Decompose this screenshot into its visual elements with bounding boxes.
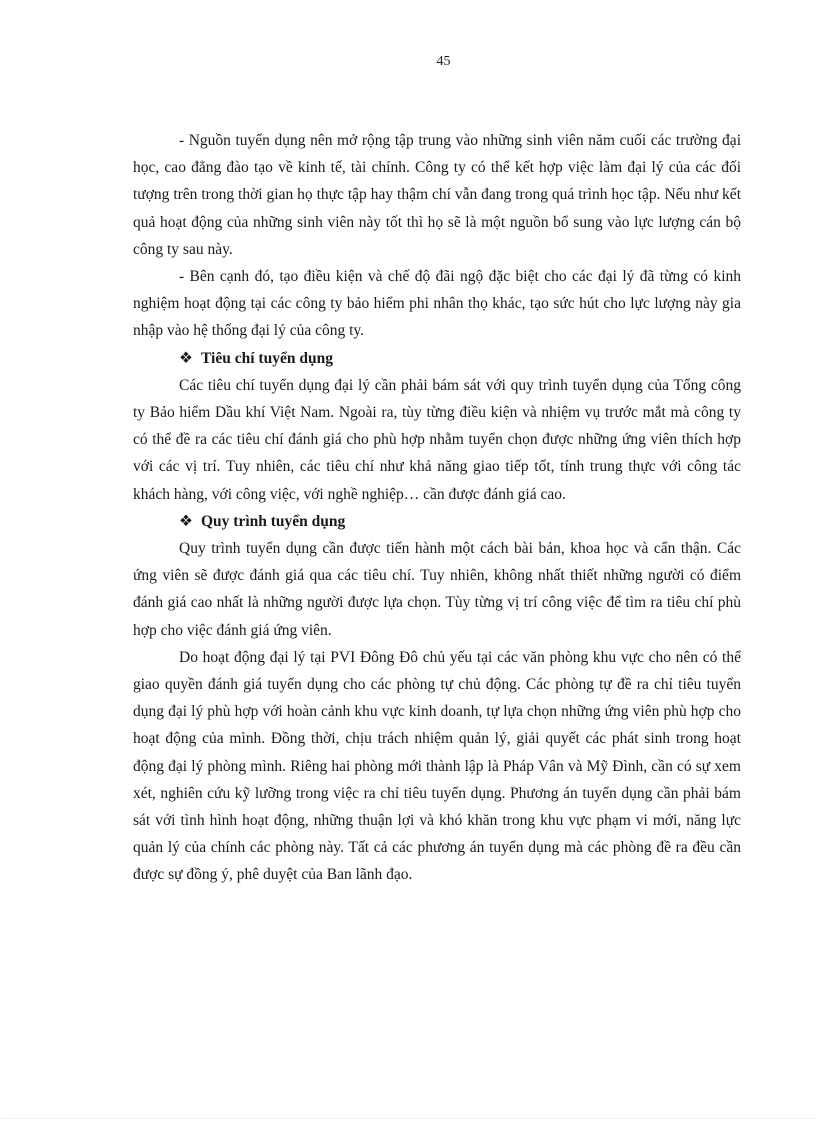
paragraph-criteria: Các tiêu chí tuyển dụng đại lý cần phải bám sát với quy trình tuyển dụng của Tổng công ty Bảo hiểm Dầu khí Việt Nam. Ngoài ra, tùy từng điều kiện và nhiệm vụ trước mắt mà công ty có thể đề ra các tiêu chí đánh giá cho phù hợp nhằm tuyển chọn được những ứng viên thích hợp với các vị trí. Tuy nhiên, các tiêu chí như khả năng giao tiếp tốt, tính trung thực với công tác khách hàng, với công việc, với nghề nghiệp… cần được đánh giá cao. bbox=[133, 376, 741, 503]
heading-text: Tiêu chí tuyển dụng bbox=[201, 349, 333, 367]
page-number: 45 bbox=[436, 54, 451, 69]
diamond-bullet-icon: ❖ bbox=[179, 512, 193, 530]
paragraph-process: Quy trình tuyển dụng cần được tiến hành một cách bài bản, khoa học và cẩn thận. Các ứng viên sẽ được đánh giá qua các tiêu chí. Tuy nhiên, không nhất thiết những người có điểm đánh giá cao nhất là những người được lựa chọn. Tùy từng vị trí công việc để tìm ra tiêu chí phù hợp cho việc đánh giá ứng viên. bbox=[133, 540, 741, 639]
paragraph-branch-offices: Do hoạt động đại lý tại PVI Đông Đô chủ yếu tại các văn phòng khu vực cho nên có thể giao quyền đánh giá tuyển dụng cho các phòng tự chủ động. Các phòng tự đề ra chỉ tiêu tuyển dụng đại lý phù hợp với hoàn cảnh khu vực kinh doanh, tự lựa chọn những ứng viên phù hợp cho hoạt động của mình. Đồng thời, chịu trách nhiệm quản lý, giải quyết các phát sinh trong hoạt động đại lý phòng mình. Riêng hai phòng mới thành lập là Pháp Vân và Mỹ Đình, cần có sự xem xét, nghiên cứu kỹ lưỡng trong việc ra chỉ tiêu tuyển dụng. Phương án tuyển dụng cần phải bám sát với tình hình hoạt động, những thuận lợi và khó khăn trong khu vực phạm vi mới, năng lực quản lý của chính các phòng này. Tất cả các phương án tuyển dụng mà các phòng đề ra đều cần được sự đồng ý, phê duyệt của Ban lãnh đạo. bbox=[133, 648, 741, 884]
section-heading-process bbox=[133, 508, 741, 535]
heading-text: Quy trình tuyển dụng bbox=[201, 512, 346, 530]
diamond-bullet-icon: ❖ bbox=[179, 349, 193, 367]
paragraph-recruitment-source: - Nguồn tuyển dụng nên mở rộng tập trung vào những sinh viên năm cuối các trường đại học, cao đẳng đào tạo về kinh tế, tài chính. Công ty có thể kết hợp việc làm đại lý của các đối tượng trên trong thời gian họ thực tập hay thậm chí vẫn đang trong quá trình học tập. Nếu như kết quả hoạt động của những sinh viên này tốt thì họ sẽ là một nguồn bổ sung vào lực lượng cán bộ công ty sau này. bbox=[133, 132, 741, 258]
paragraph-agent-incentives: - Bên cạnh đó, tạo điều kiện và chế độ đãi ngộ đặc biệt cho các đại lý đã từng có kinh nghiệm hoạt động tại các công ty bảo hiểm phi nhân thọ khác, tạo sức hút cho lực lượng này gia nhập vào hệ thống đại lý của công ty. bbox=[133, 268, 741, 340]
page-bottom-divider bbox=[0, 1118, 816, 1119]
section-heading-criteria bbox=[133, 345, 741, 372]
page-body bbox=[133, 127, 741, 889]
